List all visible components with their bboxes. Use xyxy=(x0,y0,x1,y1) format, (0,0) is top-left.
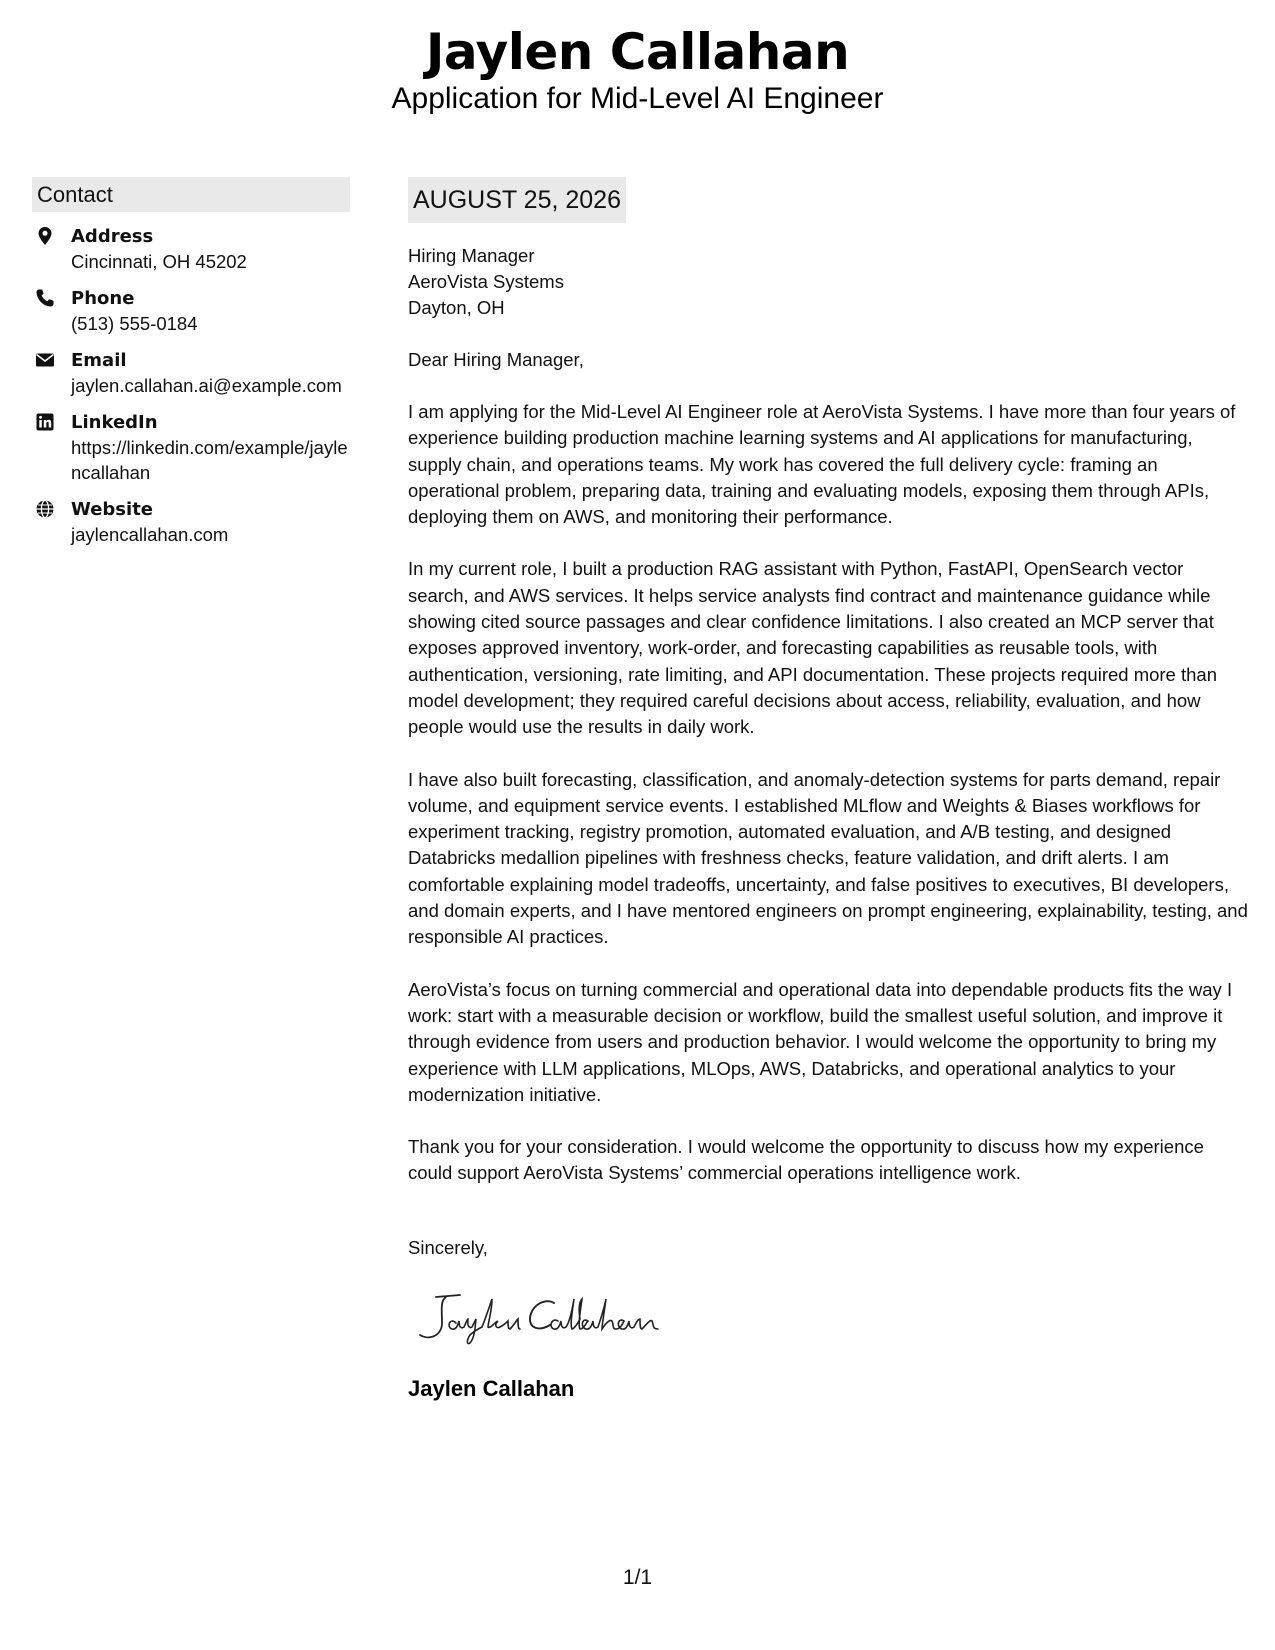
closing: Sincerely, xyxy=(408,1236,488,1258)
contact-sidebar xyxy=(32,177,350,547)
letter-body xyxy=(408,177,1248,1404)
linkedin-icon xyxy=(35,412,55,432)
contact-section-title: Contact xyxy=(32,177,350,212)
signed-name: Jaylen Callahan xyxy=(408,1375,575,1401)
letter-header xyxy=(0,22,1275,116)
contact-item-address xyxy=(32,224,350,274)
letter-paragraph: I am applying for the Mid-Level AI Engineer role at AeroVista Systems. I have more than four years of experience building production machine learning systems and AI applications for manufacturing, supply chain, and operations teams. My work has covered the full delivery cycle: framing an operational problem, preparing data, training and evaluating models, exposing them through APIs, deploying them on AWS, and monitoring their performance. xyxy=(408,401,1236,528)
recipient-block xyxy=(408,243,1248,321)
contact-item-website xyxy=(32,497,350,547)
contact-label: Address xyxy=(71,226,154,247)
recipient-line: Hiring Manager xyxy=(408,245,535,266)
letter-paragraphs xyxy=(408,399,1248,1187)
contact-label: LinkedIn xyxy=(71,412,158,433)
application-subtitle: Application for Mid-Level AI Engineer xyxy=(391,82,884,115)
envelope-icon xyxy=(35,350,55,370)
letter-paragraph: I have also built forecasting, classification, and anomaly-detection systems for parts demand, repair volume, and equipment service events. I established MLflow and Weights & Biases workflows for experiment tracking, registry promotion, automated evaluation, and A/B testing, and designed Databricks medallion pipelines with freshness checks, feature validation, and drift alerts. I am comfortable explaining model tradeoffs, uncertainty, and false positives to executives, BI developers, and domain experts, and I have mentored engineers on prompt engineering, explainability, testing, and responsible AI practices. xyxy=(408,768,1248,948)
letter-paragraph: AeroVista’s focus on turning commercial and operational data into dependable products fits the way I work: start with a measurable decision or workflow, build the smallest useful solution, and improve it through evidence from users and production behavior. I would welcome the opportunity to bring my experience with LLM applications, MLOps, AWS, Databricks, and operational analytics to your modernization initiative. xyxy=(408,978,1233,1105)
contact-value: (513) 555-0184 xyxy=(71,313,198,334)
contact-item-email xyxy=(32,348,350,398)
contact-label: Phone xyxy=(71,288,135,309)
contact-value: jaylencallahan.com xyxy=(71,524,229,545)
letter-paragraph: Thank you for your consideration. I would welcome the opportunity to discuss how my experience could support AeroVista Systems’ commercial operations intelligence work. xyxy=(408,1136,1204,1184)
handwritten-signature xyxy=(412,1283,672,1353)
globe-icon xyxy=(35,499,55,519)
applicant-name: Jaylen Callahan xyxy=(425,23,850,81)
contact-list xyxy=(32,224,350,547)
page-number: 1/1 xyxy=(622,1566,653,1589)
contact-value: Cincinnati, OH 45202 xyxy=(71,251,247,272)
phone-icon xyxy=(35,288,55,308)
contact-label: Email xyxy=(71,350,127,371)
contact-label: Website xyxy=(71,499,154,520)
recipient-line: AeroVista Systems xyxy=(408,271,564,292)
salutation: Dear Hiring Manager, xyxy=(408,349,584,370)
letter-paragraph: In my current role, I built a production RAG assistant with Python, FastAPI, OpenSearch vector search, and AWS services. It helps service analysts find contract and maintenance guidance while showing cited source passages and clear confidence limitations. I also created an MCP server that exposes approved inventory, work-order, and forecasting capabilities as reusable tools, with authentication, versioning, rate limiting, and API documentation. These projects required more than model development; they required careful decisions about access, reliability, evaluation, and how people would use the results in daily work. xyxy=(408,558,1217,738)
letter-date: AUGUST 25, 2026 xyxy=(408,177,626,223)
contact-item-phone xyxy=(32,286,350,336)
contact-value: https://linkedin.com/example/jaylencallahan xyxy=(71,437,348,483)
contact-item-linkedin xyxy=(32,410,350,485)
contact-value: jaylen.callahan.ai@example.com xyxy=(71,375,342,396)
recipient-line: Dayton, OH xyxy=(408,297,505,318)
location-pin-icon xyxy=(35,226,55,246)
